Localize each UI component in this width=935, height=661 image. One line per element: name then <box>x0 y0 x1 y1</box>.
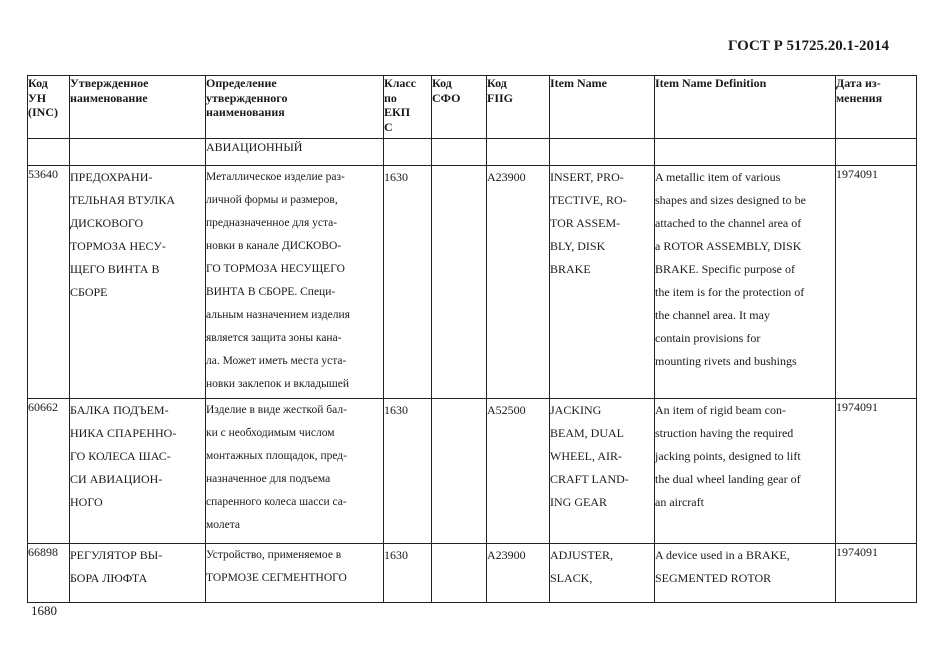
item-name-cell: INSERT, PRO- TECTIVE, RO- TOR ASSEM- BLY, DISK BRAKE <box>550 166 655 399</box>
col-sfo-header: Код СФО <box>432 76 487 139</box>
sfo-code-cell <box>432 399 487 544</box>
continuation-definition: АВИАЦИОННЫЙ <box>206 139 384 166</box>
col-ekps-header: Класс по ЕКП С <box>384 76 432 139</box>
continuation-row <box>28 139 917 166</box>
col-item-def-header: Item Name Definition <box>655 76 836 139</box>
inc-cell: 66898 <box>28 544 70 603</box>
col-fiig-header: Код FIIG <box>487 76 550 139</box>
change-date-cell: 1974091 <box>836 399 917 544</box>
fiig-code-cell: A52500 <box>487 399 550 544</box>
fiig-code-cell: A23900 <box>487 544 550 603</box>
col-date-header: Дата из- менения <box>836 76 917 139</box>
col-inc-header: Код УН (INC) <box>28 76 70 139</box>
definition-ru-cell: Устройство, применяемое в ТОРМОЗЕ СЕГМЕНТНОГО <box>206 544 384 603</box>
inc-cell: 60662 <box>28 399 70 544</box>
item-definition-cell: A device used in a BRAKE, SEGMENTED ROTOR <box>655 544 836 603</box>
catalog-table <box>27 75 917 603</box>
name-ru-cell: ПРЕДОХРАНИ- ТЕЛЬНАЯ ВТУЛКА ДИСКОВОГО ТОРМОЗА НЕСУ- ЩЕГО ВИНТА В СБОРЕ <box>70 166 206 399</box>
change-date-cell: 1974091 <box>836 544 917 603</box>
table-row <box>28 544 917 603</box>
col-item-name-header: Item Name <box>550 76 655 139</box>
item-definition-cell: A metallic item of various shapes and sizes designed to be attached to the channel area of a ROTOR ASSEMBLY, DISK BRAKE. Specific purpose of the item is for the protection of the channel area. It may contain provisions for mounting rivets and bushings <box>655 166 836 399</box>
definition-ru-cell: Металлическое изделие раз- личной формы и размеров, предназначенное для уста- новки в канале ДИСКОВО- ГО ТОРМОЗА НЕСУЩЕГО ВИНТА В СБОРЕ. Специ- альным назначением изделия является защита зоны кана- ла. Может иметь места уста- новки заклепок и вкладышей <box>206 166 384 399</box>
col-def-ru-header: Определение утвержденного наименования <box>206 76 384 139</box>
table-row <box>28 399 917 544</box>
sfo-code-cell <box>432 166 487 399</box>
col-name-ru-header: Утвержденное наименование <box>70 76 206 139</box>
name-ru-cell: БАЛКА ПОДЪЕМ- НИКА СПАРЕННО- ГО КОЛЕСА ШАС- СИ АВИАЦИОН- НОГО <box>70 399 206 544</box>
name-ru-cell: РЕГУЛЯТОР ВЫ- БОРА ЛЮФТА <box>70 544 206 603</box>
change-date-cell: 1974091 <box>836 166 917 399</box>
page-number: 1680 <box>31 603 57 618</box>
item-definition-cell: An item of rigid beam con- struction having the required jacking points, designed to lift the dual wheel landing gear of an aircraft <box>655 399 836 544</box>
item-name-cell: ADJUSTER, SLACK, <box>550 544 655 603</box>
ekps-class-cell: 1630 <box>384 399 432 544</box>
sfo-code-cell <box>432 544 487 603</box>
inc-cell: 53640 <box>28 166 70 399</box>
item-name-cell: JACKING BEAM, DUAL WHEEL, AIR- CRAFT LAND- ING GEAR <box>550 399 655 544</box>
ekps-class-cell: 1630 <box>384 166 432 399</box>
fiig-code-cell: A23900 <box>487 166 550 399</box>
table-header-row <box>28 76 917 139</box>
ekps-class-cell: 1630 <box>384 544 432 603</box>
table-row <box>28 166 917 399</box>
document-title: ГОСТ Р 51725.20.1-2014 <box>727 38 889 54</box>
definition-ru-cell: Изделие в виде жесткой бал- ки с необходимым числом монтажных площадок, пред- назначенное для подъема спаренного колеса шасси са- молета <box>206 399 384 544</box>
table-body <box>28 139 917 603</box>
